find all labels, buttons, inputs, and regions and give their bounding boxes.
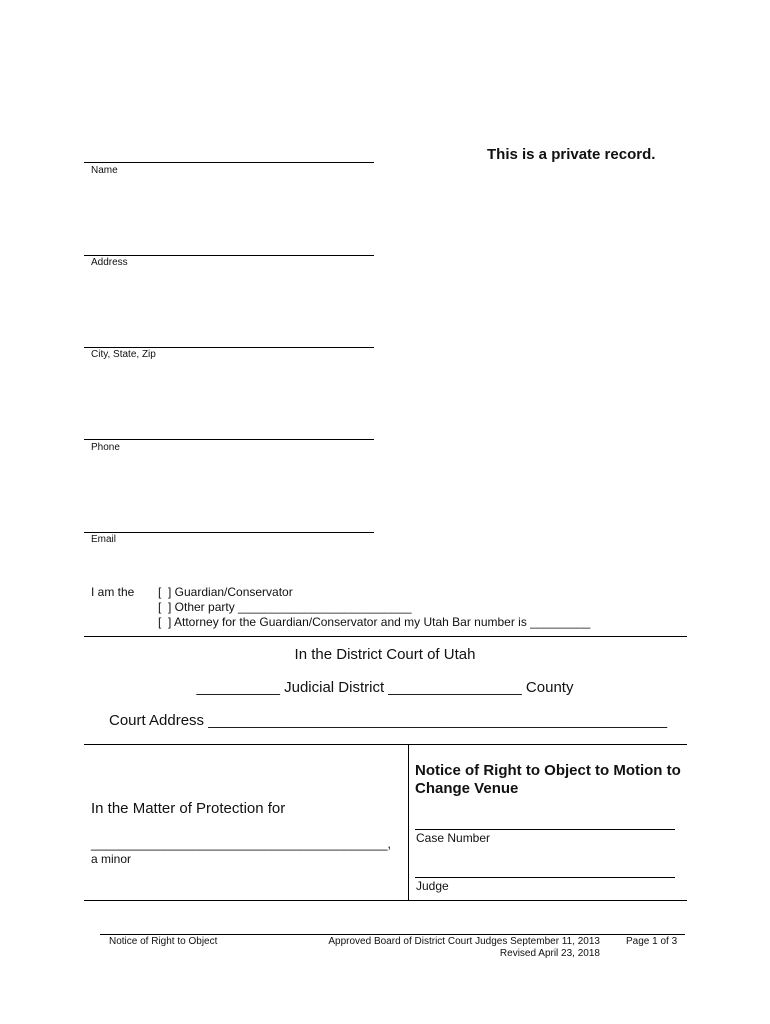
footer-rule [100,934,685,935]
district-county-line[interactable]: __________ Judicial District ________________ County [196,679,574,696]
address-underline [84,255,374,256]
address-label: Address [91,257,128,268]
protected-person-name-blank[interactable]: _________________________________________, [91,836,392,851]
footer-approval [300,936,600,960]
name-label: Name [91,165,118,176]
divider-top [84,636,687,637]
caption-vertical-divider [408,744,409,901]
city-label: City, State, Zip [91,349,156,360]
private-record-notice: This is a private record. [487,146,656,163]
role-option-guardian[interactable]: [ ] Guardian/Conservator [158,585,293,599]
city-underline [84,347,374,348]
footer-revised-text: Revised April 23, 2018 [499,948,600,959]
phone-underline [84,439,374,440]
case-number-label: Case Number [416,831,491,845]
case-number-underline[interactable] [415,829,675,830]
footer-page-number: Page 1 of 3 [626,936,678,947]
minor-label: a minor [91,852,132,866]
footer-approved-text: Approved Board of District Court Judges September 11, 2013 [328,936,600,947]
role-option-other-party[interactable]: [ ] Other party __________________________ [158,600,412,614]
email-label: Email [91,534,117,545]
judge-underline[interactable] [415,877,675,878]
name-underline [84,162,374,163]
judge-label: Judge [416,879,449,893]
footer-form-name: Notice of Right to Object [109,936,218,947]
email-underline [84,532,374,533]
role-prefix: I am the [91,585,135,599]
phone-label: Phone [91,442,120,453]
caption-top-border [84,744,687,745]
court-address-line[interactable]: Court Address _______________________________________________________ [109,712,668,729]
court-title: In the District Court of Utah [294,646,476,663]
document-title: Notice of Right to Object to Motion to Change Venue [415,762,681,797]
caption-bottom-border [84,900,687,901]
role-option-attorney[interactable]: [ ] Attorney for the Guardian/Conservator and my Utah Bar number is _________ [158,615,591,629]
matter-heading: In the Matter of Protection for [91,800,286,817]
